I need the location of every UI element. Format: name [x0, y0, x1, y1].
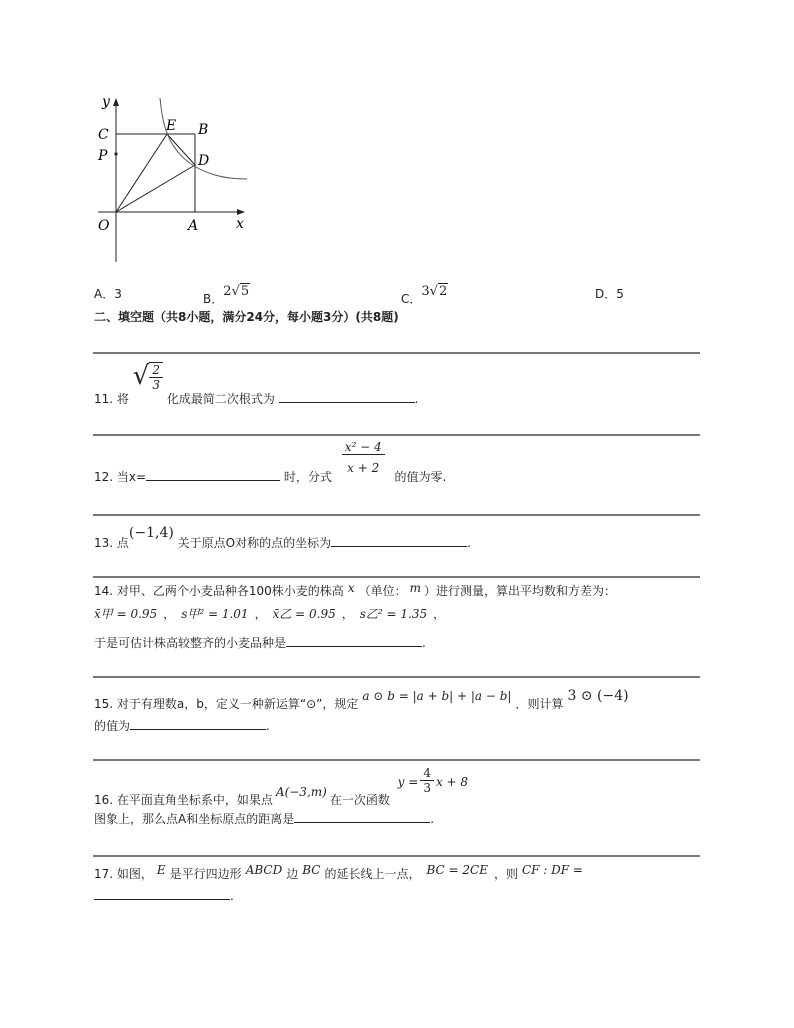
q11-answer-blank[interactable] [279, 390, 415, 403]
q17-mid2: 边 [286, 867, 299, 881]
q15-calc: 3 ⊙ (−4) [567, 688, 629, 704]
q17-abcd: ABCD [245, 863, 283, 877]
divider [93, 576, 700, 578]
question-12 [94, 440, 447, 484]
q15-mid: ．则计算 [515, 697, 564, 711]
q16-pre: 16. 在平面直角坐标系中，如果点 [94, 793, 273, 807]
q12-answer-blank[interactable] [146, 468, 280, 481]
section-title: 二、填空题（共8小题，满分24分，每小题3分）(共8题) [94, 310, 399, 324]
q15-pre: 15. 对于有理数a，b，定义一种新运算“⊙”，规定 [94, 697, 359, 711]
q14-line3: 于是可估计株高较整齐的小麦品种是 [94, 636, 287, 650]
q17-cond: BC = 2CE [426, 863, 488, 877]
q14-var-a: s甲² = 1.01 [181, 607, 249, 621]
q17-mid1: 是平行四边形 [169, 867, 242, 881]
option-d-letter: D． [595, 287, 617, 301]
q16-line2: 图象上，那么点A和坐标原点的距离是 [94, 812, 295, 826]
label-o: O [98, 218, 110, 234]
question-14-line3: 于是可估计株高较整齐的小麦品种是 . [94, 636, 426, 650]
q16-fraction: $\frac{4}{3}$ [420, 766, 434, 795]
question-14-stats: x̄甲 = 0.95 ， s甲² = 1.01 ， x̄乙 = 0.95 ， s乙² = 1.35 ， [94, 607, 446, 621]
q14-var-x: x [347, 581, 355, 595]
q13-answer-blank[interactable] [331, 534, 467, 547]
q14-unit: m [409, 581, 421, 595]
question-16-line2: 图象上，那么点A和坐标原点的距离是 . [94, 812, 435, 826]
coordinate-figure [90, 90, 260, 270]
q11-radical: √ $\frac{2}{3}$ [133, 362, 163, 392]
divider [93, 514, 700, 516]
question-17 [94, 862, 583, 881]
q12-mid: 时，分式 [283, 470, 332, 484]
q14-answer-blank[interactable] [286, 634, 422, 647]
option-d-value: 5 [616, 287, 624, 301]
q12-pre: 12. 当x= [94, 470, 147, 484]
q15-answer-blank[interactable] [130, 717, 266, 730]
q15-formula: a ⊙ b = |a + b| + |a − b| [362, 689, 512, 703]
q15-line2: 的值为 [94, 719, 131, 733]
q11-num: 11. [94, 392, 114, 406]
label-b: B [198, 122, 209, 138]
question-17-line2: . [94, 887, 234, 904]
label-c: C [98, 127, 109, 143]
option-c [401, 284, 448, 306]
q11-pre: 将 [116, 392, 129, 406]
q13-point: (−1,4) [128, 525, 174, 541]
question-11: 11. 将 √ $\frac{2}{3}$ 化成最简二次根式为 . [94, 361, 419, 406]
option-b-value: 2√5 [223, 284, 250, 299]
divider [93, 759, 700, 761]
segment-oe [116, 134, 167, 212]
q17-answer-blank[interactable] [94, 887, 230, 900]
option-a-value: 3 [114, 287, 122, 301]
q14-unit-pre: （单位： [358, 584, 407, 598]
q16-func-post: x + 8 [435, 775, 469, 789]
q14-line1-pre: 14. 对甲、乙两个小麦品种各100株小麦的株高 [94, 584, 344, 598]
q17-ratio: CF : DF = [521, 863, 583, 877]
option-b [203, 284, 250, 306]
label-a: A [188, 218, 199, 234]
q14-unit-post: ）进行测量，算出平均数和方差为： [424, 584, 617, 598]
q12-post: 的值为零. [394, 470, 447, 484]
q14-mean-b: x̄乙 = 0.95 [272, 607, 336, 621]
q11-post: 化成最简二次根式为 [166, 392, 275, 406]
option-b-letter: B． [203, 292, 224, 306]
option-d [595, 285, 624, 302]
q14-var-b: s乙² = 1.35 [359, 607, 428, 621]
option-c-letter: C． [401, 292, 422, 306]
q16-point: A(−3,m) [275, 785, 327, 799]
option-a [94, 285, 122, 302]
divider [93, 434, 700, 436]
label-p: P [98, 148, 108, 164]
q13-pre: 13. 点 [94, 536, 129, 550]
divider [93, 676, 700, 678]
question-13: 13. 点(−1,4) 关于原点O对称的点的坐标为 . [94, 525, 471, 550]
question-15-line2: 的值为 . [94, 719, 270, 733]
q17-bc: BC [302, 863, 321, 877]
q17-pre: 17. 如图， [94, 867, 153, 881]
point-p [114, 152, 117, 155]
q16-answer-blank[interactable] [294, 810, 430, 823]
label-y: y [102, 94, 110, 110]
q17-mid3: 的延长线上一点， [324, 867, 421, 881]
divider [93, 352, 700, 354]
divider [93, 855, 700, 857]
segment-od [116, 165, 195, 212]
question-15 [94, 688, 629, 711]
label-d: D [198, 153, 210, 169]
q17-mid4: ，则 [493, 867, 518, 881]
option-a-letter: A． [94, 287, 115, 301]
y-axis-arrow [113, 98, 119, 106]
label-e: E [166, 118, 177, 134]
q14-mean-a: x̄甲 = 0.95 [94, 607, 158, 621]
segment-ed [167, 134, 195, 165]
question-14 [94, 583, 616, 599]
option-c-value: 3√2 [421, 284, 448, 299]
q13-post: 关于原点O对称的点的坐标为 [177, 536, 332, 550]
q16-mid: 在一次函数 [329, 793, 390, 807]
q17-e: E [156, 863, 166, 877]
q12-fraction: $\frac{\text{x² − 4}}{x + 2}$ [342, 440, 385, 475]
x-axis-arrow [237, 209, 245, 215]
label-x: x [236, 216, 244, 232]
question-16 [94, 766, 469, 807]
q16-func-pre: y = [397, 775, 419, 789]
